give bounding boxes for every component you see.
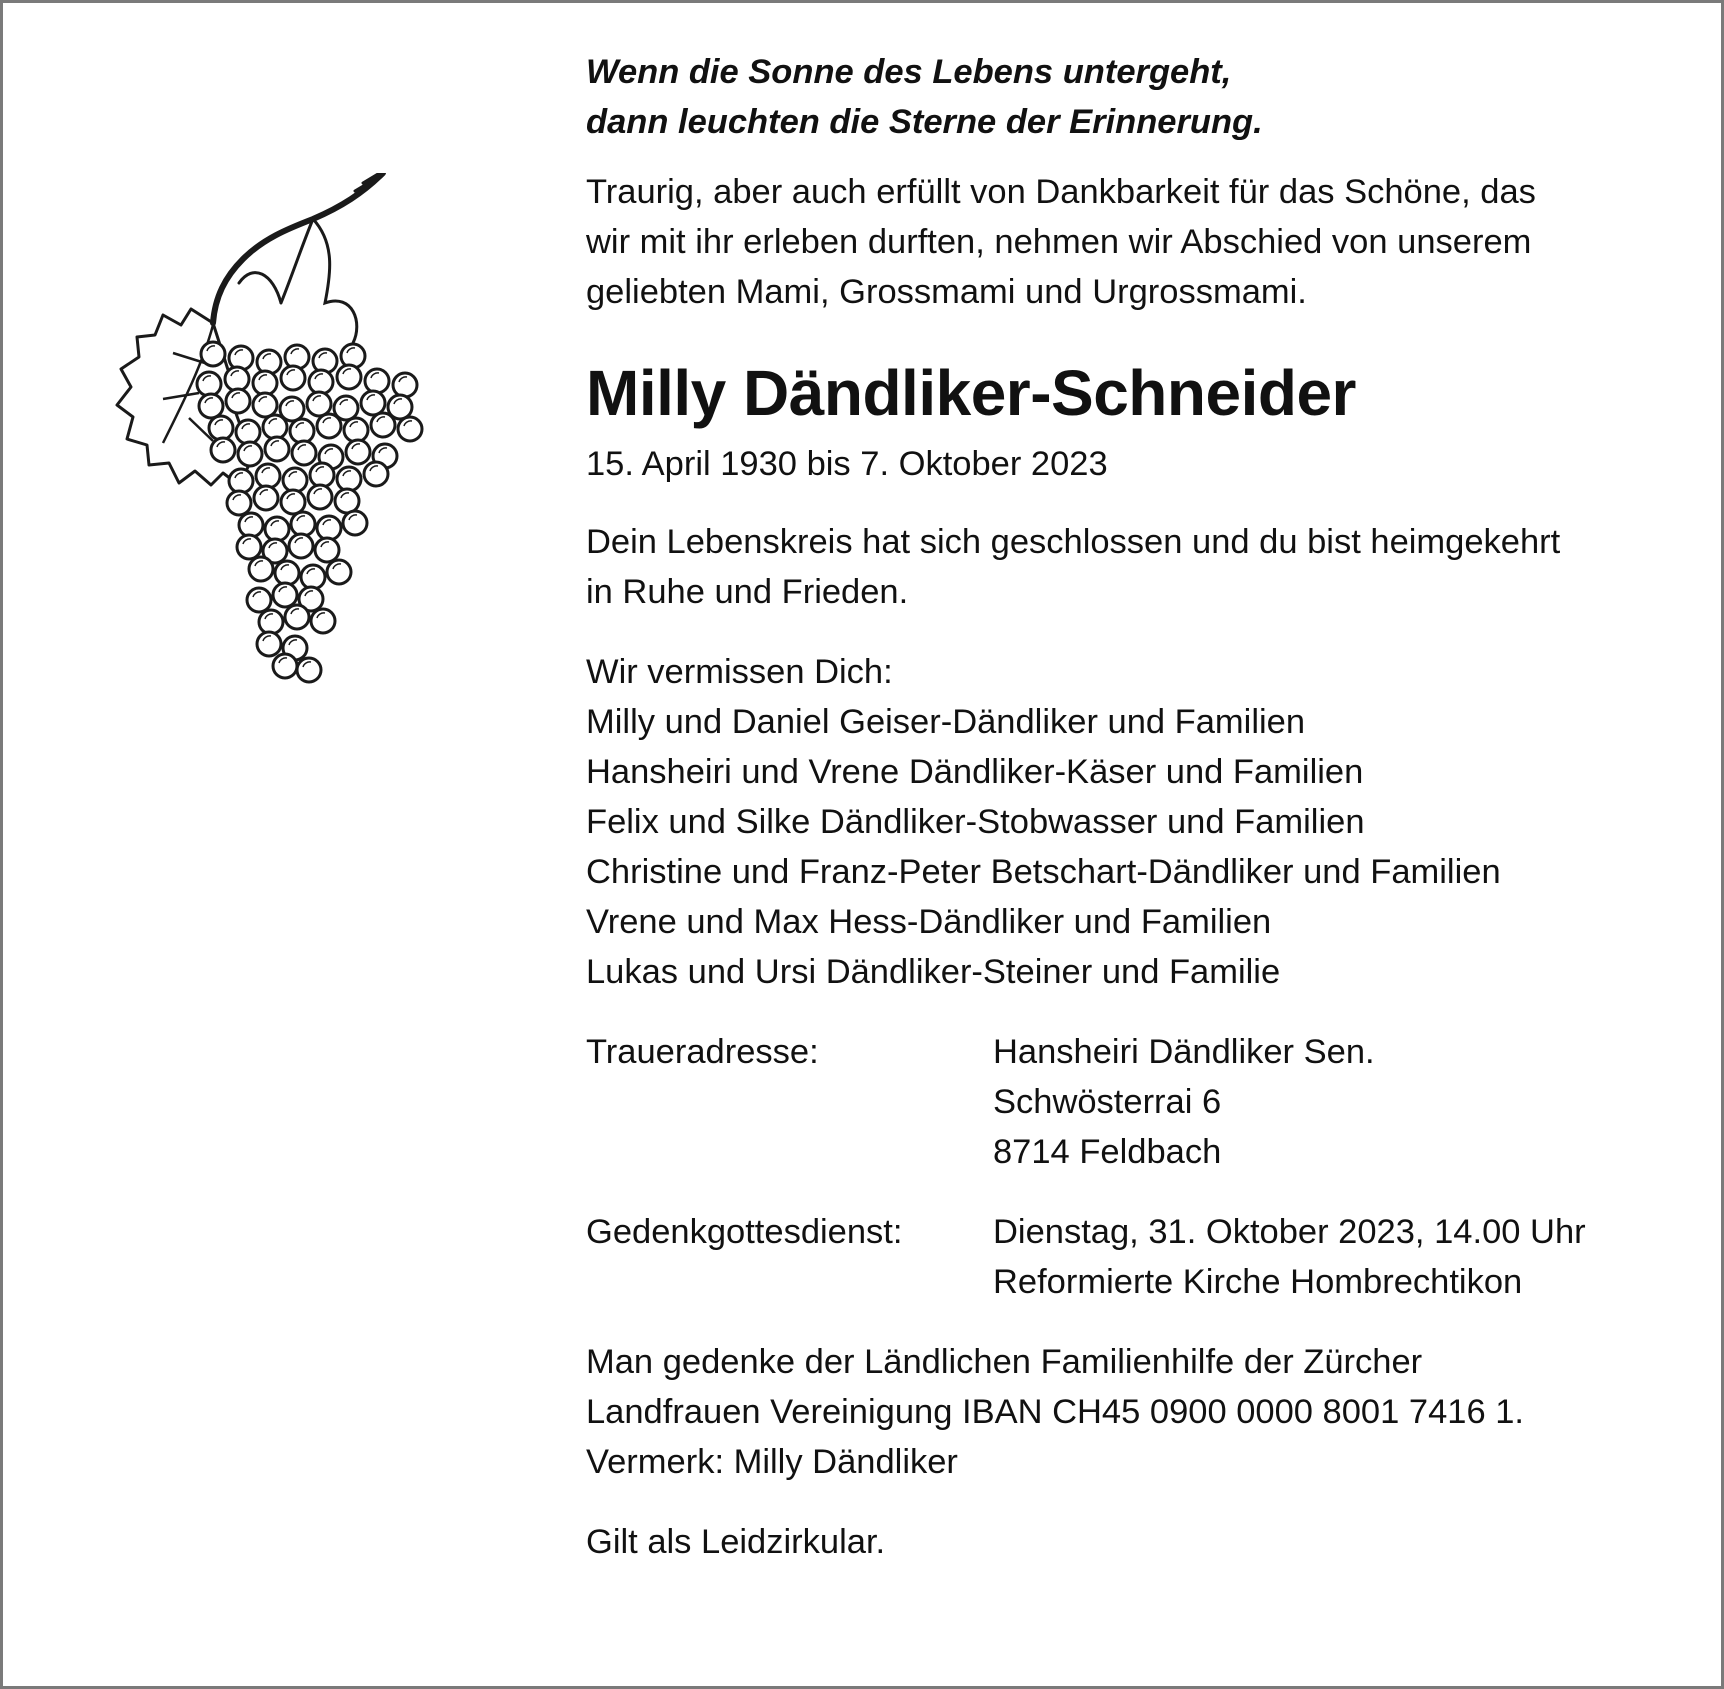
address-label: Traueradresse: [586,1033,819,1071]
grape-cluster [197,342,422,682]
mourning-address [586,1027,1686,1177]
motto-line: Wenn die Sonne des Lebens untergeht, [586,53,1232,91]
intro-line: Traurig, aber auch erfüllt von Dankbarkeit für das Schöne, das [586,173,1536,211]
mourners-list [586,647,1686,997]
donation-line: Man gedenke der Ländlichen Familienhilfe der Zürcher [586,1343,1423,1381]
service-line: Dienstag, 31. Oktober 2023, 14.00 Uhr [993,1213,1586,1251]
life-circle-paragraph [586,517,1686,617]
mourner-family: Hansheiri und Vrene Dändliker-Käser und Familien [586,753,1364,791]
address-value [993,1027,1375,1177]
mourner-family: Felix und Silke Dändliker-Stobwasser und Familien [586,803,1365,841]
service-line: Reformierte Kirche Hombrechtikon [993,1263,1523,1301]
address-line: Hansheiri Dändliker Sen. [993,1033,1375,1071]
service-label: Gedenkgottesdienst: [586,1213,903,1251]
donation-line: Vermerk: Milly Dändliker [586,1443,958,1481]
motto-line: dann leuchten die Sterne der Erinnerung. [586,103,1263,141]
vine-stem [213,173,383,323]
grapes-icon [63,173,483,773]
motto [586,47,1686,147]
address-line: Schwösterrai 6 [993,1083,1222,1121]
mourners-heading: Wir vermissen Dich: [586,653,893,691]
memorial-service [586,1207,1686,1307]
circle-line: in Ruhe und Frieden. [586,573,909,611]
mourner-family: Christine und Franz-Peter Betschart-Dändliker und Familien [586,853,1501,891]
circle-line: Dein Lebenskreis hat sich geschlossen und du bist heimgekehrt [586,523,1561,561]
notice-text [586,47,1686,1567]
donation-line: Landfrauen Vereinigung IBAN CH45 0900 0000 8001 7416 1. [586,1393,1524,1431]
closing-note: Gilt als Leidzirkular. [586,1523,886,1561]
intro-line: geliebten Mami, Grossmami und Urgrossmami. [586,273,1307,311]
mourner-family: Milly und Daniel Geiser-Dändliker und Familien [586,703,1306,741]
intro-line: wir mit ihr erleben durften, nehmen wir Abschied von unserem [586,223,1532,261]
intro-paragraph [586,167,1686,317]
mourner-family: Lukas und Ursi Dändliker-Steiner und Familie [586,953,1281,991]
donation-paragraph [586,1337,1686,1487]
deceased-name: Milly Dändliker-Schneider [586,357,1356,429]
life-dates: 15. April 1930 bis 7. Oktober 2023 [586,445,1108,483]
address-line: 8714 Feldbach [993,1133,1222,1171]
service-value [993,1207,1586,1307]
mourner-family: Vrene und Max Hess-Dändliker und Familien [586,903,1272,941]
